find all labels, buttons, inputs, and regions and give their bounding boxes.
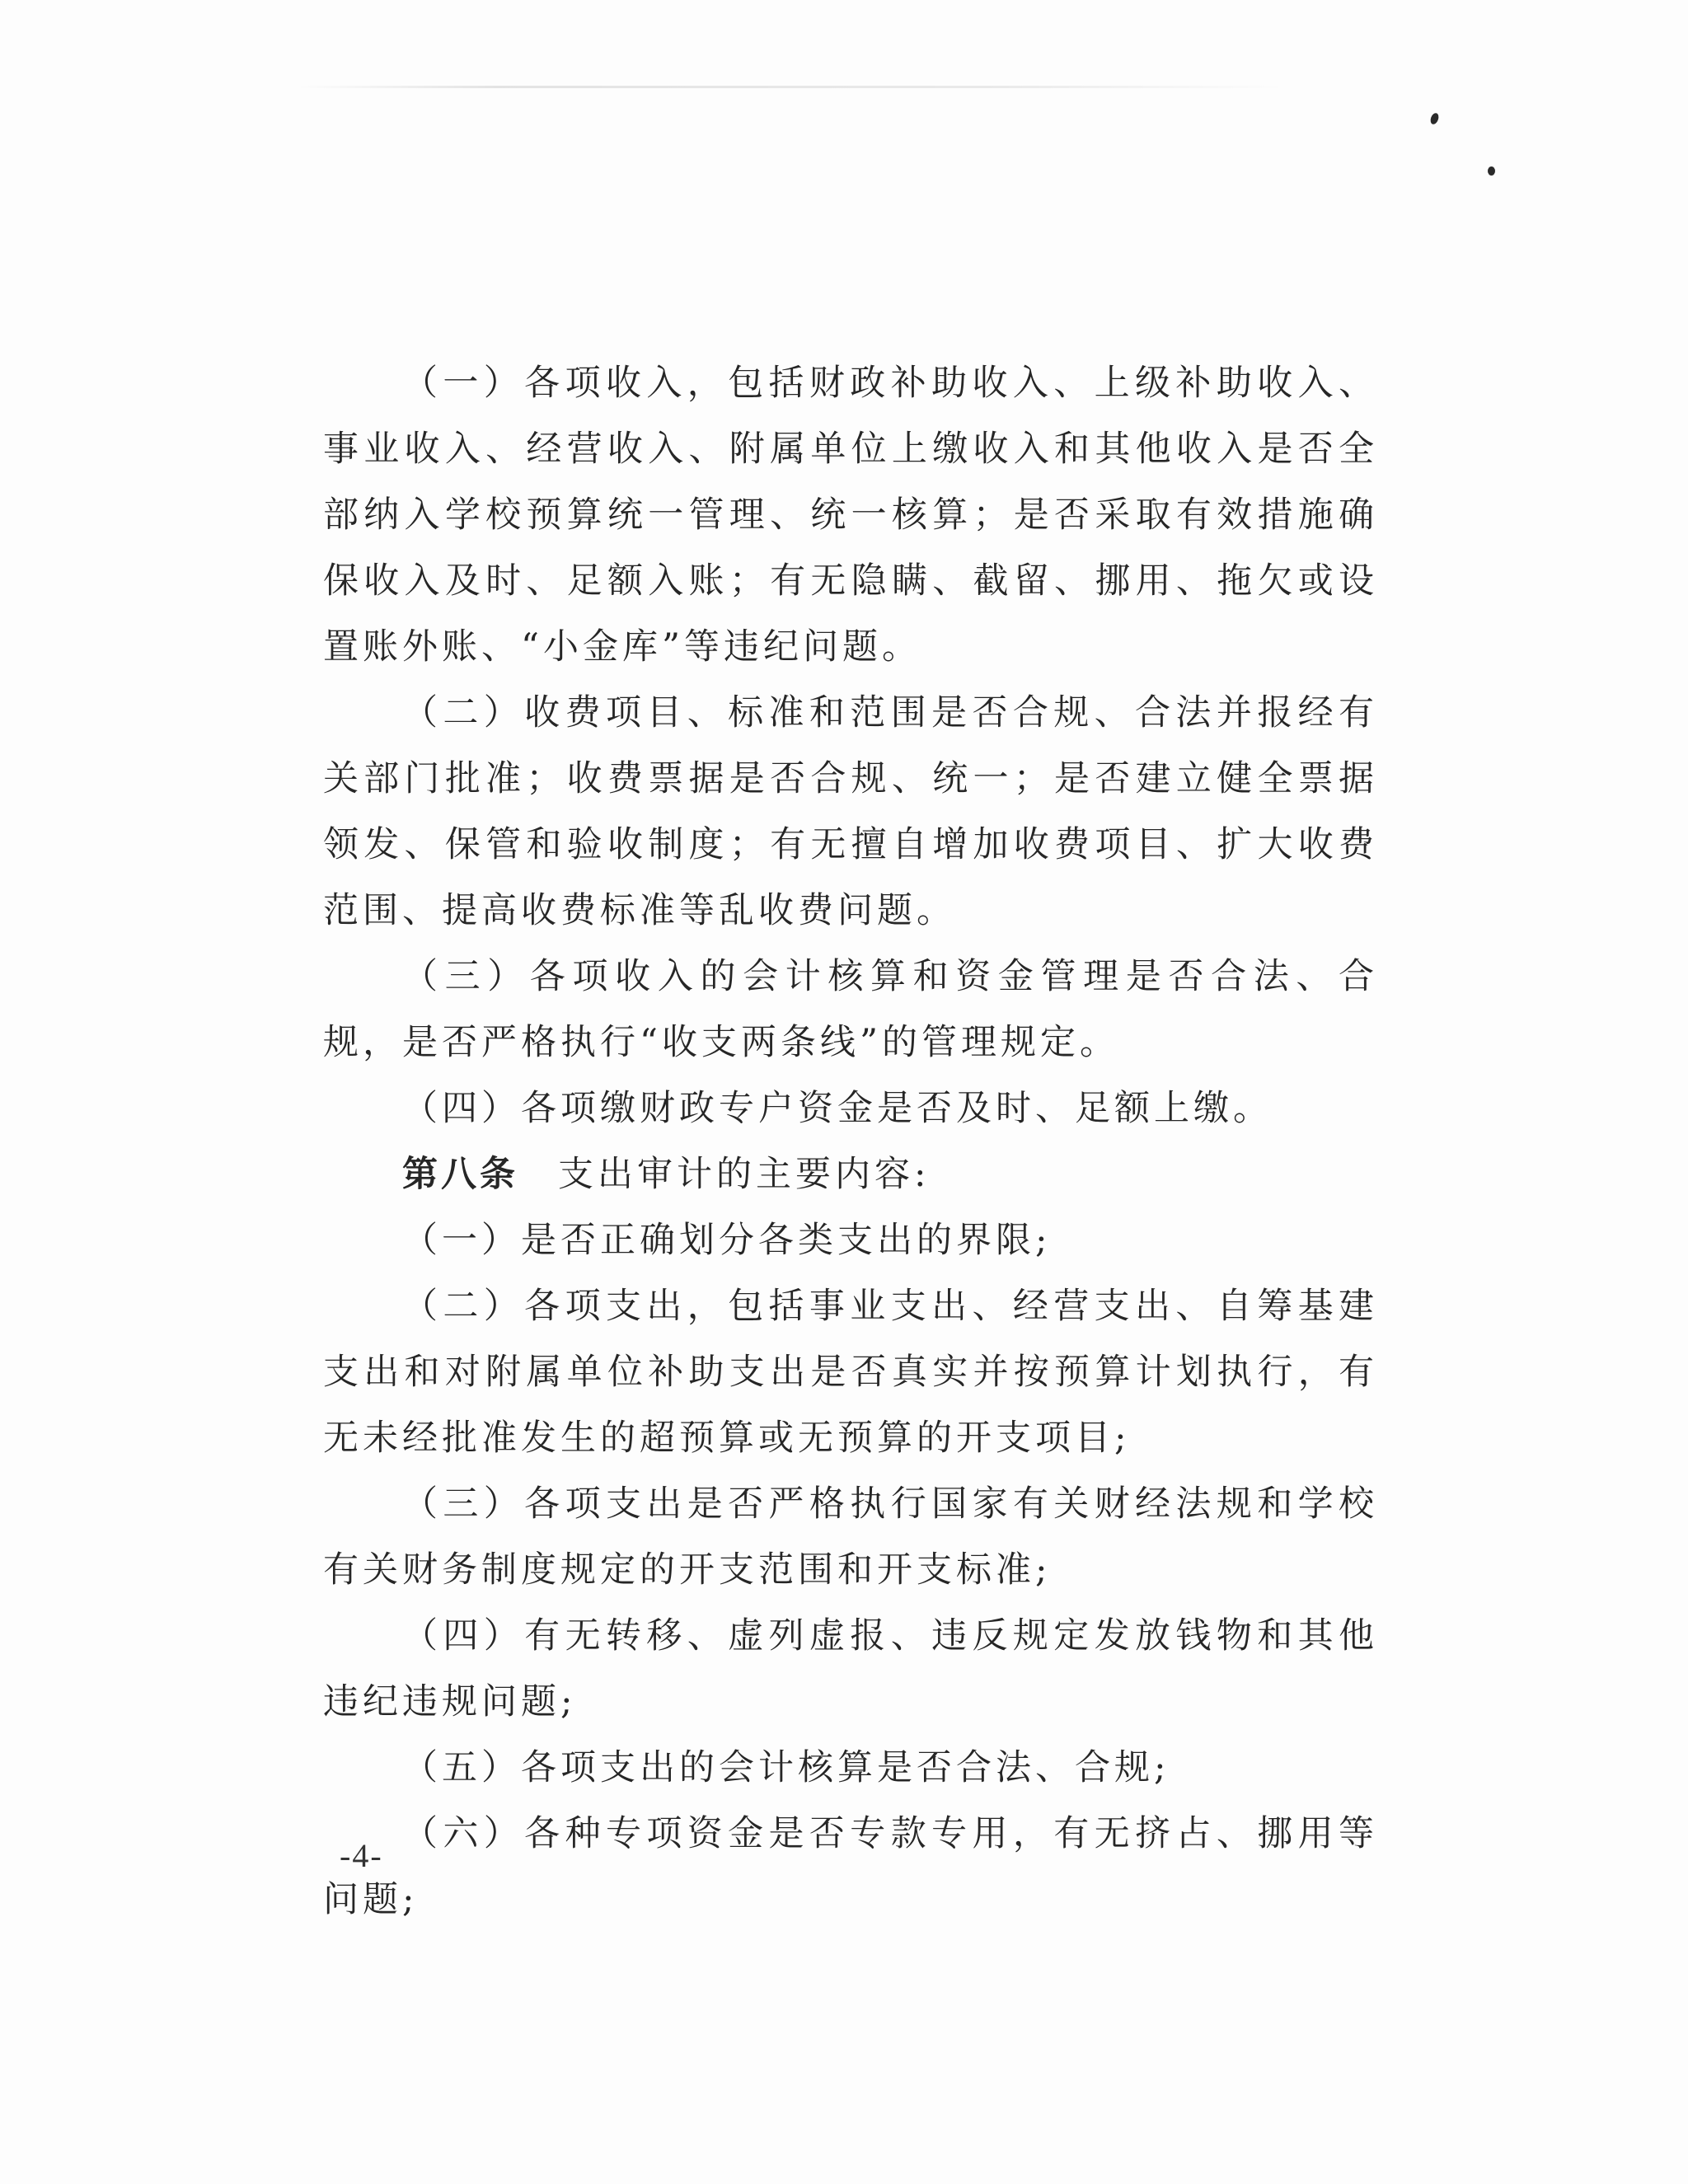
paragraph-income-1: （一）各项收入，包括财政补助收入、上级补助收入、事业收入、经营收入、附属单位上缴收入和其他收入是否全部纳入学校预算统一管理、统一核算；是否采取有效措施确保收入及时、足额入账；有无隐瞒、截留、挪用、拖欠或设置账外账、“小金库”等违纪问题。	[323, 363, 1378, 668]
paragraph-income-4: （四）各项缴财政专户资金是否及时、足额上缴。	[402, 1088, 1273, 1129]
expense-item-6: （六）各种专项资金是否专款专用，有无挤占、挪用等问题;	[323, 1813, 1378, 1920]
article-title: 支出审计的主要内容:	[558, 1154, 931, 1195]
article-heading	[323, 1141, 1378, 1207]
paragraph-income-3: （三）各项收入的会计核算和资金管理是否合法、合规，是否严格执行“收支两条线”的管理规定。	[323, 956, 1378, 1063]
scan-edge	[297, 86, 1286, 88]
page-number: -4-	[340, 1837, 383, 1874]
expense-item-2: （二）各项支出，包括事业支出、经营支出、自筹基建支出和对附属单位补助支出是否真实并按预算计划执行，有无未经批准发生的超预算或无预算的开支项目;	[323, 1286, 1378, 1459]
document-body	[323, 350, 1378, 1933]
paragraph-income-2: （二）收费项目、标准和范围是否合规、合法并报经有关部门批准；收费票据是否合规、统一；是否建立健全票据领发、保管和验收制度；有无擅自增加收费项目、扩大收费范围、提高收费标准等乱收费问题。	[323, 692, 1378, 931]
scan-speck	[1488, 166, 1495, 176]
scan-speck	[1429, 112, 1440, 125]
expense-item-3: （三）各项支出是否严格执行国家有关财经法规和学校有关财务制度规定的开支范围和开支标准;	[323, 1483, 1378, 1591]
expense-item-1: （一）是否正确划分各类支出的界限;	[402, 1220, 1052, 1261]
expense-item-5: （五）各项支出的会计核算是否合法、合规;	[402, 1747, 1170, 1788]
article-number: 第八条	[402, 1154, 518, 1195]
expense-item-4: （四）有无转移、虚列虚报、违反规定发放钱物和其他违纪违规问题;	[323, 1615, 1378, 1722]
